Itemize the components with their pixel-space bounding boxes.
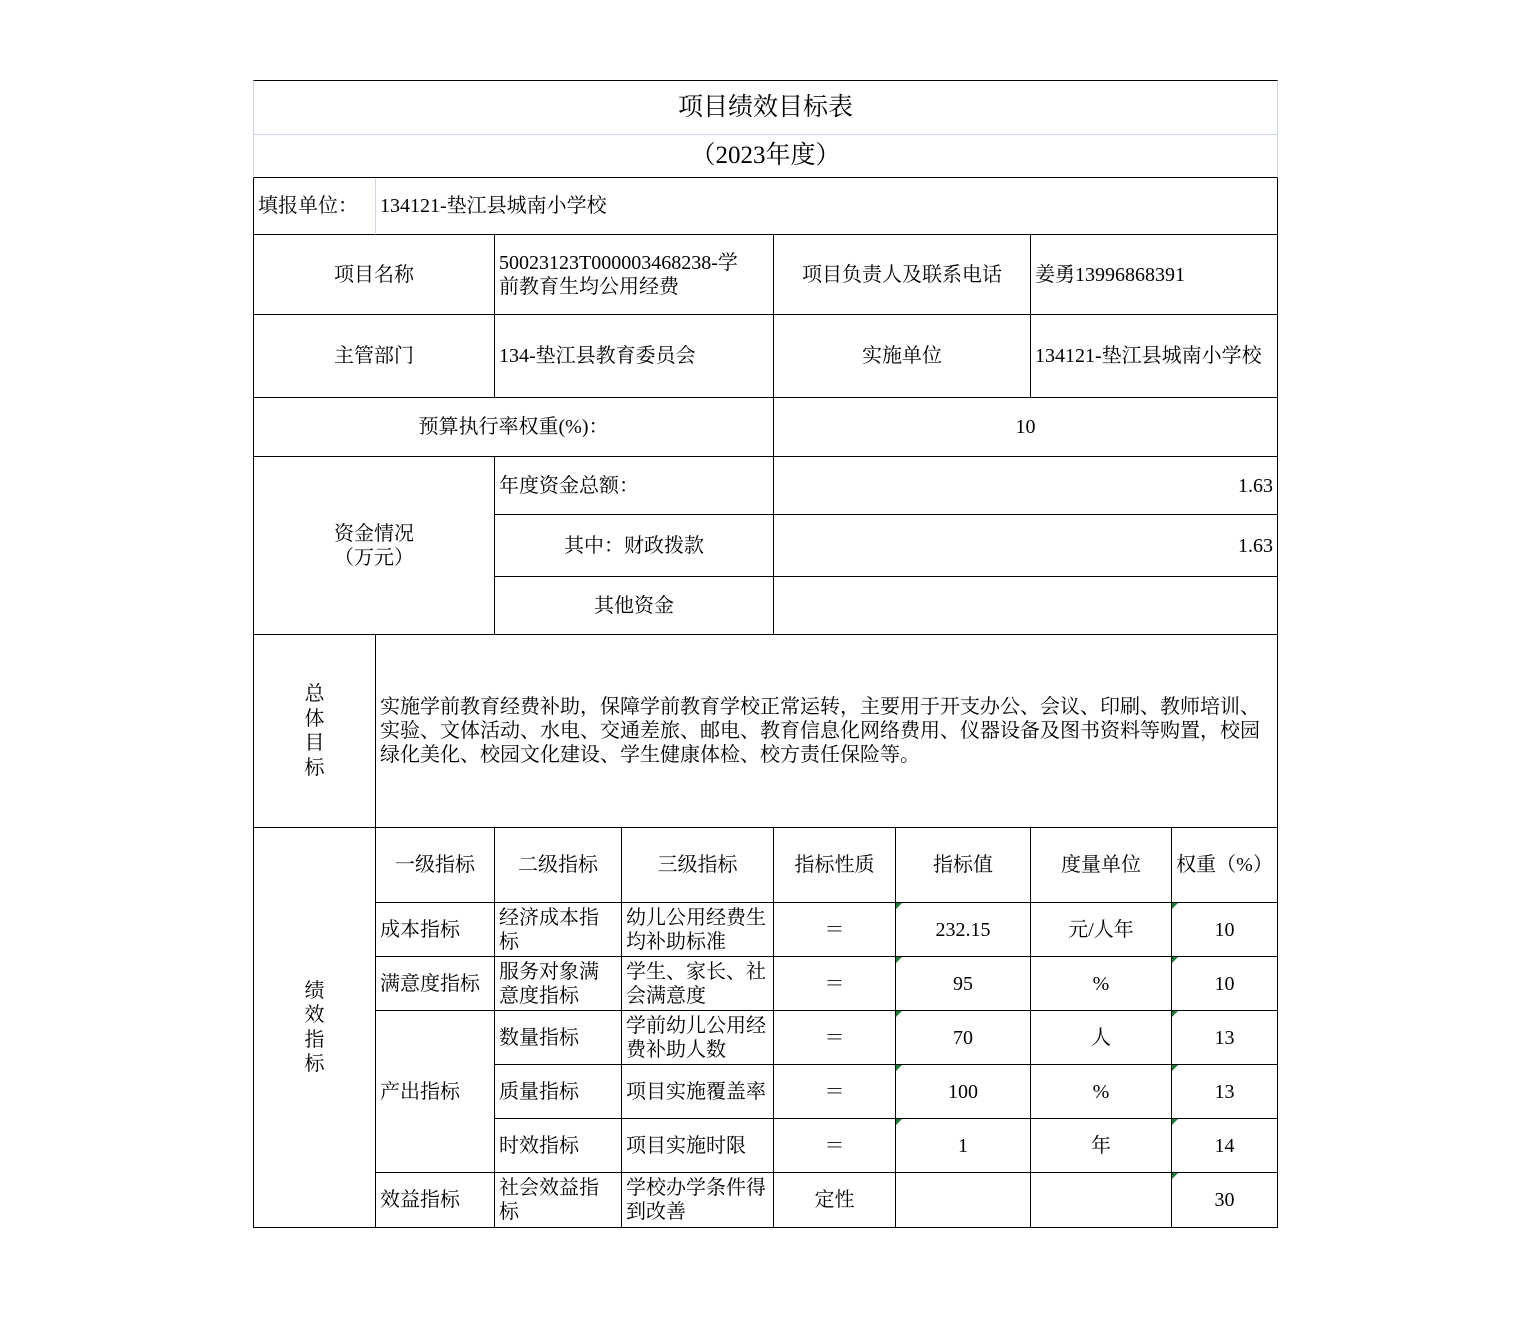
indicator-unit: 元/人年 — [1068, 918, 1134, 941]
indicator-value-cell — [896, 957, 1031, 1011]
cell-indicator-icon — [1172, 1011, 1178, 1017]
indicator-level2-cell — [495, 1011, 622, 1065]
budget-weight-value: 10 — [1015, 416, 1036, 438]
indicator-nature-cell — [774, 1011, 896, 1065]
column-header: 二级指标 — [518, 854, 598, 876]
indicator-weight: 13 — [1214, 1080, 1235, 1103]
indicator-level1: 产出指标 — [380, 1080, 460, 1103]
column-header: 指标性质 — [794, 854, 875, 876]
reporting-unit-value: 134121-垫江县城南小学校 — [380, 195, 607, 217]
indicator-weight-cell — [1172, 1173, 1278, 1228]
indicator-value: 100 — [948, 1080, 978, 1103]
indicator-level3: 项目实施时限 — [626, 1134, 746, 1157]
header-unit-cell — [1031, 828, 1172, 903]
indicator-level1: 满意度指标 — [380, 972, 480, 995]
indicator-unit-cell — [1031, 1119, 1172, 1173]
project-name-value: 50023123T000003468238-学前教育生均公用经费 — [499, 251, 738, 298]
indicator-unit-cell — [1031, 903, 1172, 957]
implementer-label: 实施单位 — [862, 345, 942, 367]
funds-label: 资金情况 （万元） — [334, 522, 414, 569]
indicator-unit: 年 — [1091, 1134, 1111, 1157]
header-weight-cell — [1172, 828, 1278, 903]
indicator-nature: ＝ — [824, 972, 845, 995]
cell-indicator-icon — [1172, 903, 1178, 909]
indicator-nature-cell — [774, 1065, 896, 1119]
indicator-level2-cell — [495, 903, 622, 957]
header-value-cell — [896, 828, 1031, 903]
reporting-unit-value-cell — [376, 178, 1278, 235]
indicator-level2-cell — [495, 1173, 622, 1228]
column-header: 一级指标 — [395, 854, 475, 876]
overall-goal-text-cell — [376, 635, 1278, 828]
indicator-level2: 时效指标 — [499, 1134, 579, 1157]
indicator-weight: 10 — [1214, 972, 1235, 995]
indicator-level3-cell — [622, 903, 774, 957]
reporting-unit-label-cell — [253, 178, 376, 235]
indicator-level3-cell — [622, 1011, 774, 1065]
indicator-value: 1 — [958, 1134, 968, 1157]
cell-indicator-icon — [896, 957, 902, 963]
contact-value: 姜勇13996868391 — [1035, 263, 1185, 286]
title-cell — [253, 80, 1278, 135]
indicator-level2: 质量指标 — [499, 1080, 579, 1103]
funds-total-label-cell — [495, 457, 774, 515]
funds-fiscal-value-cell — [774, 515, 1278, 577]
department-value-cell — [495, 315, 774, 398]
indicator-weight: 14 — [1214, 1134, 1235, 1157]
overall-goal-text: 实施学前教育经费补助，保障学前教育学校正常运转，主要用于开支办公、会议、印刷、教师培训、实验、文体活动、水电、交通差旅、邮电、教育信息化网络费用、仪器设备及图书资料等购置，校园绿化美化、校园文化建设、学生健康体检、校方责任保险等。 — [380, 696, 1260, 766]
indicator-weight: 13 — [1214, 1026, 1235, 1049]
indicator-weight: 30 — [1214, 1189, 1235, 1211]
indicator-level3: 学生、家长、社会满意度 — [626, 960, 766, 1007]
implementer-value: 134121-垫江县城南小学校 — [1035, 345, 1262, 367]
indicator-unit-cell — [1031, 1065, 1172, 1119]
funds-fiscal-label: 其中：财政拨款 — [564, 534, 704, 557]
header-level3-cell — [622, 828, 774, 903]
indicator-level1: 成本指标 — [380, 918, 460, 941]
indicator-weight-cell — [1172, 1011, 1278, 1065]
header-level1-cell — [376, 828, 495, 903]
cell-indicator-icon — [896, 1065, 902, 1071]
indicator-level2-cell — [495, 1065, 622, 1119]
header-nature-cell — [774, 828, 896, 903]
indicator-level3-cell — [622, 1173, 774, 1228]
indicator-level2: 数量指标 — [499, 1026, 579, 1049]
indicator-weight-cell — [1172, 957, 1278, 1011]
indicator-nature-cell — [774, 957, 896, 1011]
funds-other-value-cell — [774, 577, 1278, 635]
indicator-value-cell — [896, 1011, 1031, 1065]
implementer-value-cell — [1031, 315, 1278, 398]
column-header: 度量单位 — [1061, 854, 1141, 876]
indicator-level3: 学校办学条件得到改善 — [626, 1177, 766, 1223]
table-subtitle: （2023年度） — [690, 142, 841, 169]
indicator-value: 70 — [953, 1026, 973, 1049]
header-level2-cell — [495, 828, 622, 903]
indicator-weight-cell — [1172, 1119, 1278, 1173]
indicator-weight: 10 — [1214, 918, 1235, 941]
indicator-value: 95 — [953, 972, 973, 995]
column-header: 三级指标 — [657, 854, 738, 876]
indicator-nature: ＝ — [824, 1026, 845, 1049]
indicator-unit-cell — [1031, 957, 1172, 1011]
funds-total-value: 1.63 — [1238, 474, 1273, 497]
indicator-nature-cell — [774, 1119, 896, 1173]
indicator-nature: ＝ — [824, 1134, 845, 1157]
project-name-label-cell — [253, 235, 495, 315]
project-name-value-cell — [495, 235, 774, 315]
budget-weight-label-cell — [253, 398, 774, 457]
cell-indicator-icon — [1172, 1119, 1178, 1125]
project-name-label: 项目名称 — [334, 263, 414, 286]
cell-indicator-icon — [896, 1119, 902, 1125]
cell-indicator-icon — [1172, 957, 1178, 963]
indicator-value-cell — [896, 1065, 1031, 1119]
indicator-level2: 服务对象满意度指标 — [499, 960, 599, 1007]
indicator-level3-cell — [622, 957, 774, 1011]
budget-weight-label: 预算执行率权重(%)： — [418, 416, 609, 438]
indicator-unit: % — [1092, 972, 1110, 995]
cell-indicator-icon — [896, 903, 902, 909]
funds-other-label-cell — [495, 577, 774, 635]
indicator-nature-cell — [774, 1173, 896, 1228]
overall-goal-label-cell — [253, 635, 376, 828]
table-title: 项目绩效目标表 — [677, 93, 853, 121]
column-header: 指标值 — [933, 854, 993, 876]
department-label: 主管部门 — [334, 345, 414, 367]
funds-other-label: 其他资金 — [594, 594, 674, 617]
indicator-value-cell — [896, 1119, 1031, 1173]
indicator-level1: 效益指标 — [380, 1189, 460, 1211]
indicator-level2-cell — [495, 1119, 622, 1173]
funds-fiscal-value: 1.63 — [1238, 534, 1273, 557]
indicator-level3: 学前幼儿公用经费补助人数 — [626, 1014, 766, 1061]
indicator-nature: ＝ — [824, 918, 845, 941]
department-label-cell — [253, 315, 495, 398]
indicator-level3: 项目实施覆盖率 — [626, 1080, 766, 1103]
indicator-unit: % — [1092, 1080, 1110, 1103]
indicator-level2: 社会效益指标 — [499, 1177, 599, 1223]
funds-total-value-cell — [774, 457, 1278, 515]
indicator-level1-cell — [376, 957, 495, 1011]
indicator-unit-cell — [1031, 1173, 1172, 1228]
indicator-value-cell — [896, 1173, 1031, 1228]
indicator-nature: ＝ — [824, 1080, 845, 1103]
funds-label-cell — [253, 457, 495, 635]
indicators-label: 绩效指标 — [304, 979, 325, 1075]
funds-fiscal-label-cell — [495, 515, 774, 577]
overall-goal-label: 总体目标 — [304, 683, 325, 779]
column-header: 权重（%） — [1176, 854, 1273, 876]
indicator-unit-cell — [1031, 1011, 1172, 1065]
department-value: 134-垫江县教育委员会 — [499, 345, 696, 367]
indicator-weight-cell — [1172, 903, 1278, 957]
cell-indicator-icon — [1172, 1065, 1178, 1071]
indicator-level2: 经济成本指标 — [499, 906, 599, 953]
funds-total-label: 年度资金总额： — [499, 474, 639, 497]
indicator-value: 232.15 — [935, 918, 991, 941]
contact-label: 项目负责人及联系电话 — [802, 263, 1002, 286]
performance-goal-table — [253, 80, 1278, 1228]
indicator-value-cell — [896, 903, 1031, 957]
cell-indicator-icon — [1172, 1173, 1178, 1179]
indicator-nature: 定性 — [814, 1189, 855, 1211]
indicator-unit: 人 — [1091, 1026, 1111, 1049]
cell-indicator-icon — [896, 1011, 902, 1017]
implementer-label-cell — [774, 315, 1031, 398]
indicator-nature-cell — [774, 903, 896, 957]
contact-value-cell — [1031, 235, 1278, 315]
reporting-unit-label: 填报单位： — [258, 195, 358, 217]
indicator-weight-cell — [1172, 1065, 1278, 1119]
subtitle-cell — [253, 135, 1278, 178]
indicator-level1-cell — [376, 903, 495, 957]
indicator-level1-cell — [376, 1011, 495, 1173]
indicators-label-cell — [253, 828, 376, 1228]
indicator-level2-cell — [495, 957, 622, 1011]
indicator-level3: 幼儿公用经费生均补助标准 — [626, 906, 766, 953]
indicator-level1-cell — [376, 1173, 495, 1228]
indicator-level3-cell — [622, 1065, 774, 1119]
indicator-level3-cell — [622, 1119, 774, 1173]
budget-weight-value-cell — [774, 398, 1278, 457]
contact-label-cell — [774, 235, 1031, 315]
